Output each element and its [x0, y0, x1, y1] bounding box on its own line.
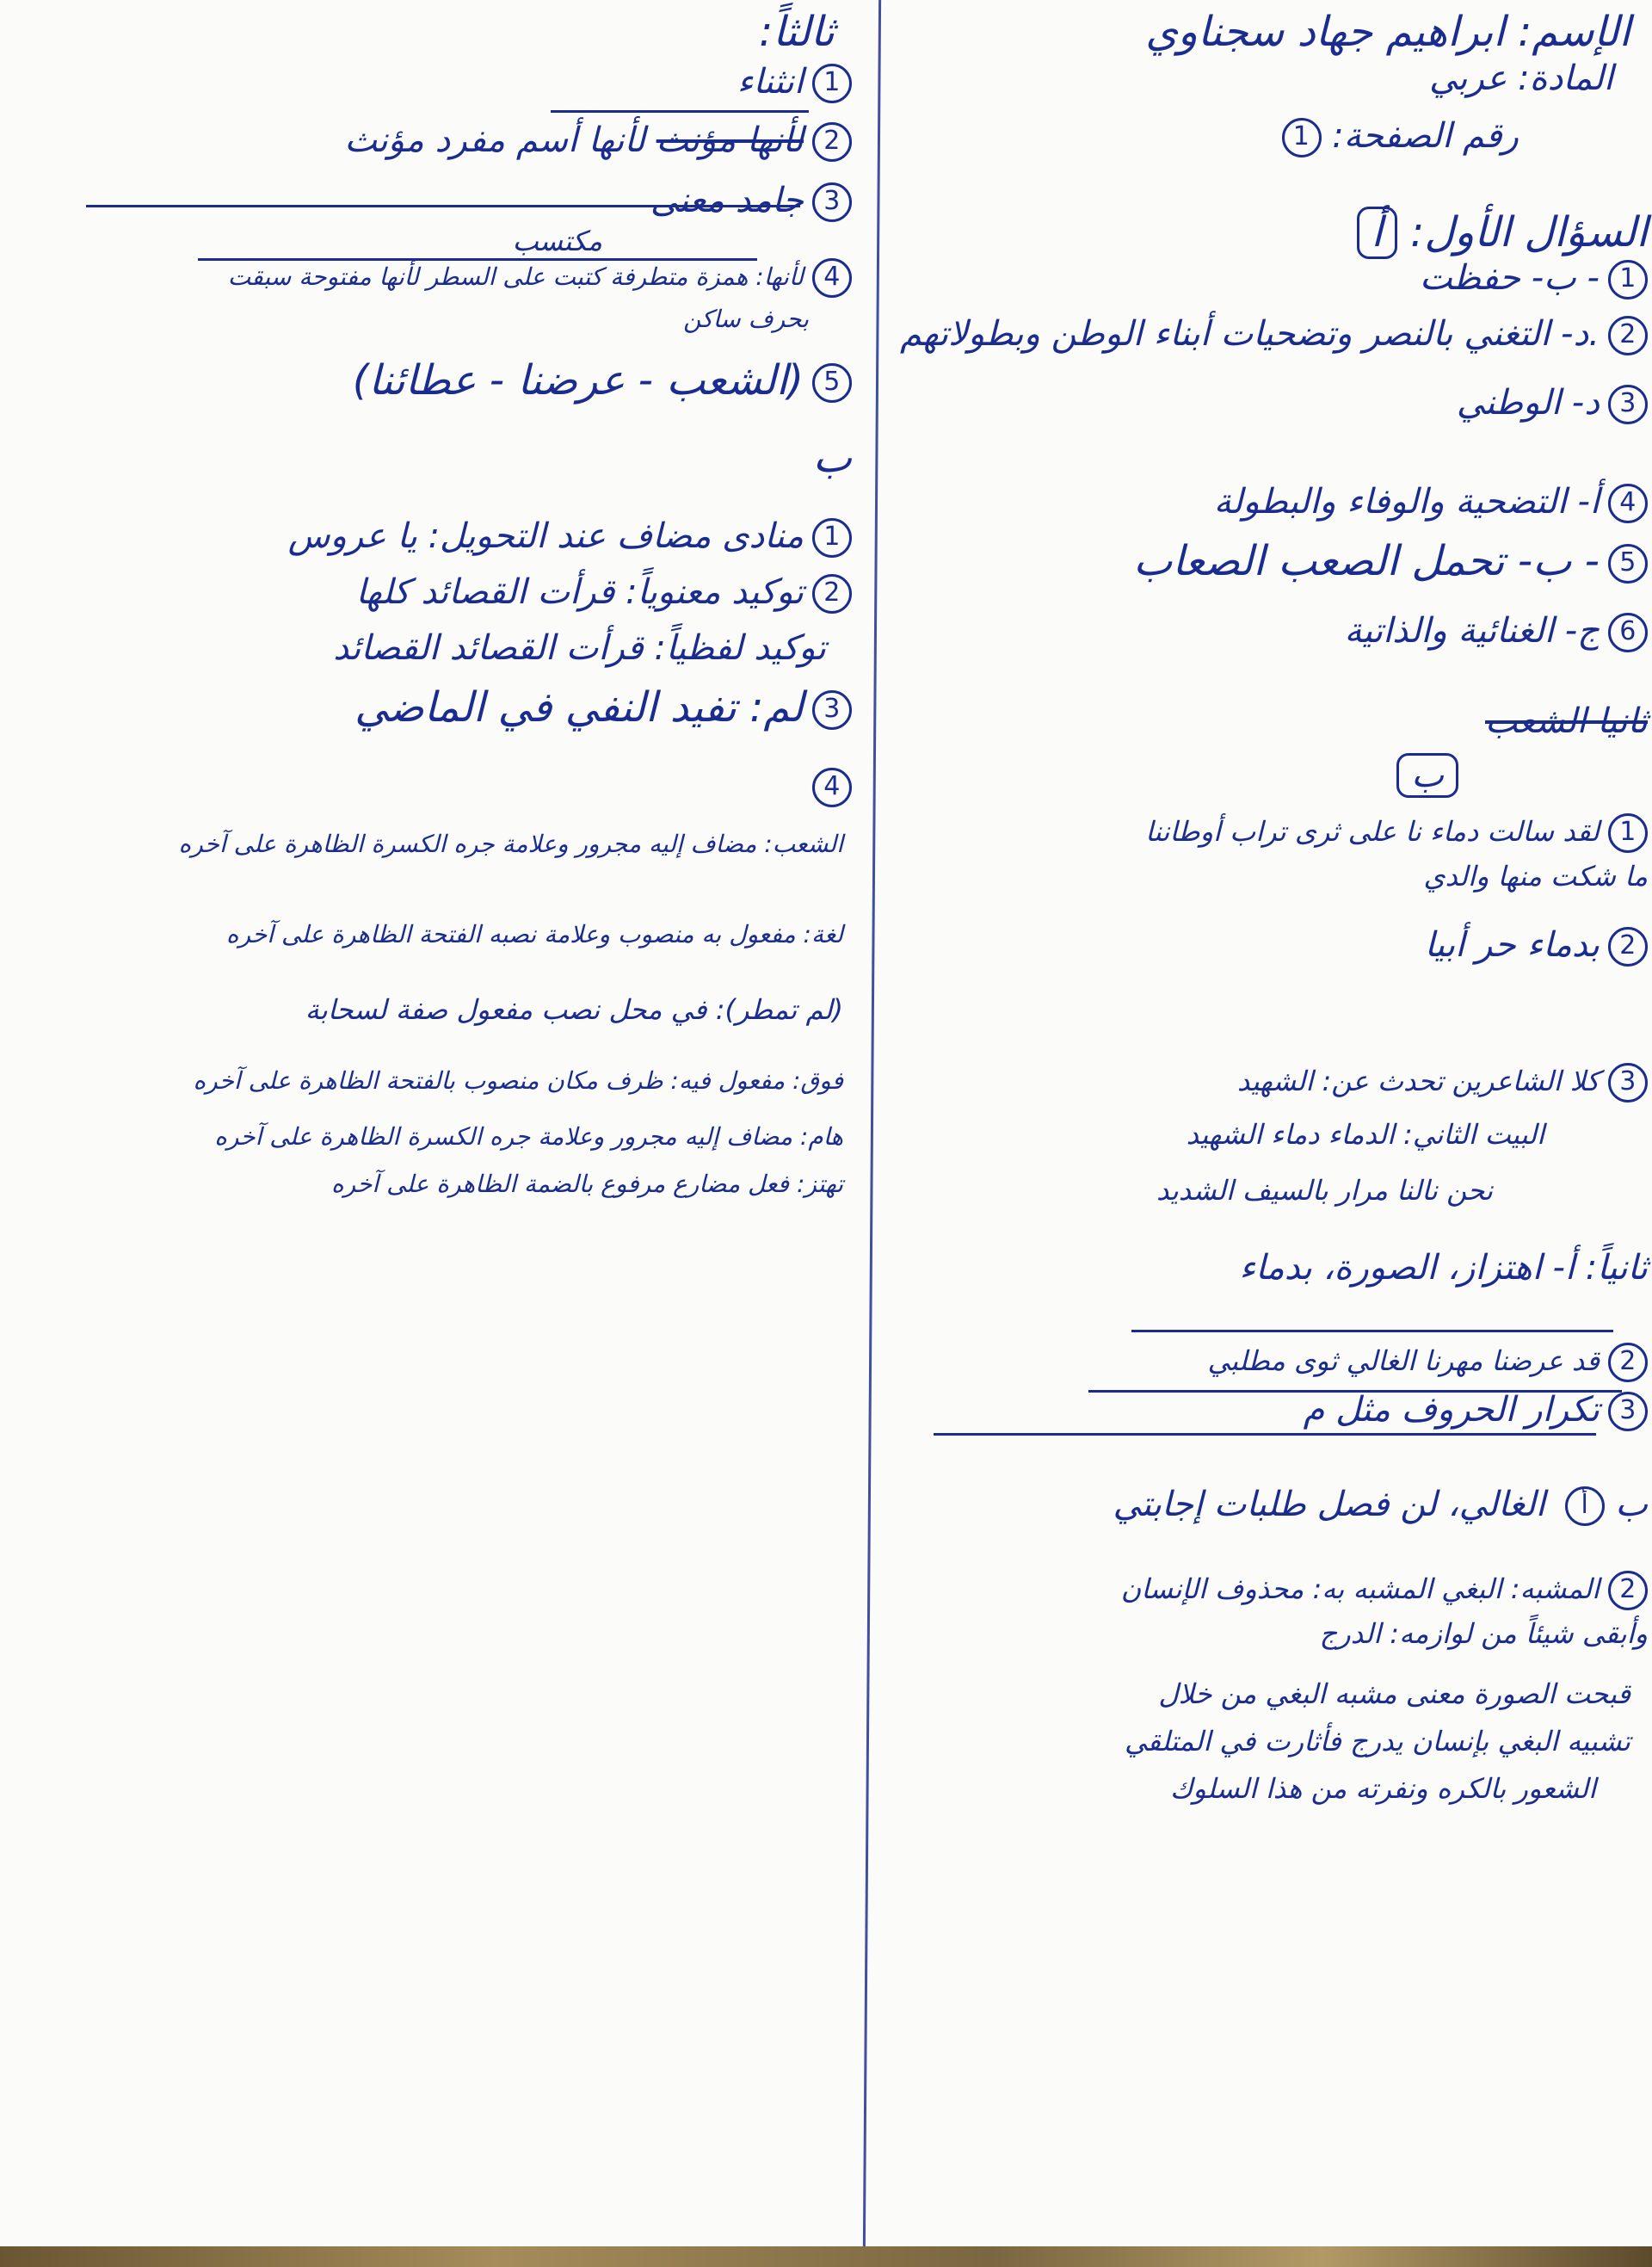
thania-line: ثانياً: أ- اهتزاز، الصورة، بدماء — [1239, 1248, 1648, 1288]
explanation-1: قبحت الصورة معنى مشبه البغي من خلال — [1158, 1677, 1630, 1710]
b-item-1-cont: ما شكت منها والدي — [1423, 860, 1648, 893]
underline-3 — [934, 1433, 1596, 1436]
b2-line: 2المشبه: البغي المشبه به: محذوف الإنسان — [1121, 1571, 1648, 1610]
irab-5: هام: مضاف إليه مجرور وعلامة جره الكسرة الظاهرة على آخره — [214, 1122, 843, 1151]
left-b-4: 4 — [804, 766, 852, 807]
page-number: 1 — [1282, 118, 1322, 158]
irab-1: الشعب: مضاف إليه مجرور وعلامة جره الكسرة الظاهرة على آخره — [178, 830, 843, 858]
student-name: الإسم: ابراهيم جهاد سجناوي — [1145, 8, 1630, 56]
b2-cont: وأبقى شيئاً من لوازمه: الدرج — [1319, 1617, 1648, 1650]
left-b-2-cont: توكيد لفظياً: قرأت القصائد القصائد — [333, 628, 826, 668]
left-item-1: 1انثناء — [737, 62, 852, 103]
irab-4: فوق: مفعول فيه: ظرف مكان منصوب بالفتحة الظاهرة على آخره — [193, 1066, 843, 1095]
b-item-3-cont-2: نحن نالنا مرار بالسيف الشديد — [1156, 1174, 1493, 1207]
left-item-3: 3جامد معنى — [650, 181, 852, 222]
explanation-2: تشبيه البغي بإنسان يدرج فأثارت في المتلقي — [1124, 1725, 1630, 1757]
answer-3: 3د- الوطني — [1457, 383, 1648, 424]
irab-6: تهتز: فعل مضارع مرفوع بالضمة الظاهرة على آخره — [330, 1170, 843, 1198]
answer-6: 6ج- الغنائية والذاتية — [1344, 611, 1648, 652]
b-item-2: 2بدماء حر أبيا — [1425, 925, 1648, 967]
underline-1 — [1131, 1330, 1613, 1332]
b-item-3-cont-1: البيت الثاني: الدماء دماء الشهيد — [1186, 1118, 1544, 1151]
b-item-1: 1لقد سالت دماء نا على ثرى تراب أوطاننا — [1145, 813, 1648, 853]
left-item-2: 2لأنها مؤنث لأنها أسم مفرد مؤنث — [344, 120, 852, 162]
irab-2: لغة: مفعول به منصوب وعلامة نصبه الفتحة الظاهرة على آخره — [225, 920, 843, 948]
desk-background — [0, 2246, 1652, 2267]
b-a-line: ب أ الغالي، لن فصل طلبات إجابتي — [1113, 1485, 1648, 1524]
underline-4 — [551, 110, 809, 113]
q1-badge: أ — [1357, 207, 1397, 259]
left-b-1: 1منادى مضاف عند التحويل: يا عروس — [288, 516, 852, 558]
column-divider — [863, 0, 881, 2246]
page-number-label: رقم الصفحة: 1 — [1273, 116, 1519, 158]
subject-label: المادة: عربي — [1429, 59, 1613, 98]
left-item-4: 4لأنها: همزة متطرفة كتبت على السطر لأنها مفتوحة سبقت — [228, 258, 852, 298]
left-b-2: 2توكيد معنوياً: قرأت القصائد كلها — [356, 572, 852, 614]
explanation-3: الشعور بالكره ونفرته من هذا السلوك — [1170, 1772, 1596, 1805]
section-b-badge: ب — [1396, 753, 1458, 798]
irab-3: (لم تمطر): في محل نصب مفعول صفة لسحابة — [305, 993, 843, 1026]
right-column — [886, 0, 1648, 2238]
thalith-heading: ثالثاً: — [759, 8, 835, 56]
answer-4: 4أ- التضحية والوفاء والبطولة — [1214, 482, 1648, 523]
thania-3: 3تكرار الحروف مثل م — [1304, 1390, 1648, 1431]
answer-1: 1- ب- حفظت — [1420, 258, 1648, 300]
left-b-3: 3لم: تفيد النفي في الماضي — [354, 684, 852, 732]
left-item-5: 5(الشعب - عرضنا - عطائنا) — [353, 357, 852, 405]
left-item-4-cont: بحرف ساكن — [683, 305, 809, 333]
word-under-3: مكتسب — [512, 225, 602, 257]
thania-2: 2قد عرضنا مهرنا الغالي ثوى مطلبي — [1207, 1343, 1648, 1382]
struck-text: ثانيا الشعب — [1485, 701, 1648, 741]
answer-5: 5- ب- تحمل الصعب الصعاب — [1133, 538, 1648, 585]
b-item-3: 3كلا الشاعرين تحدث عن: الشهيد — [1237, 1063, 1648, 1103]
q1-title: السؤال الأول: أ — [1357, 207, 1648, 259]
answer-2: 2.د- التغني بالنصر وتضحيات أبناء الوطن وبطولاتهم — [900, 314, 1648, 355]
left-section-b: ب — [812, 434, 852, 482]
